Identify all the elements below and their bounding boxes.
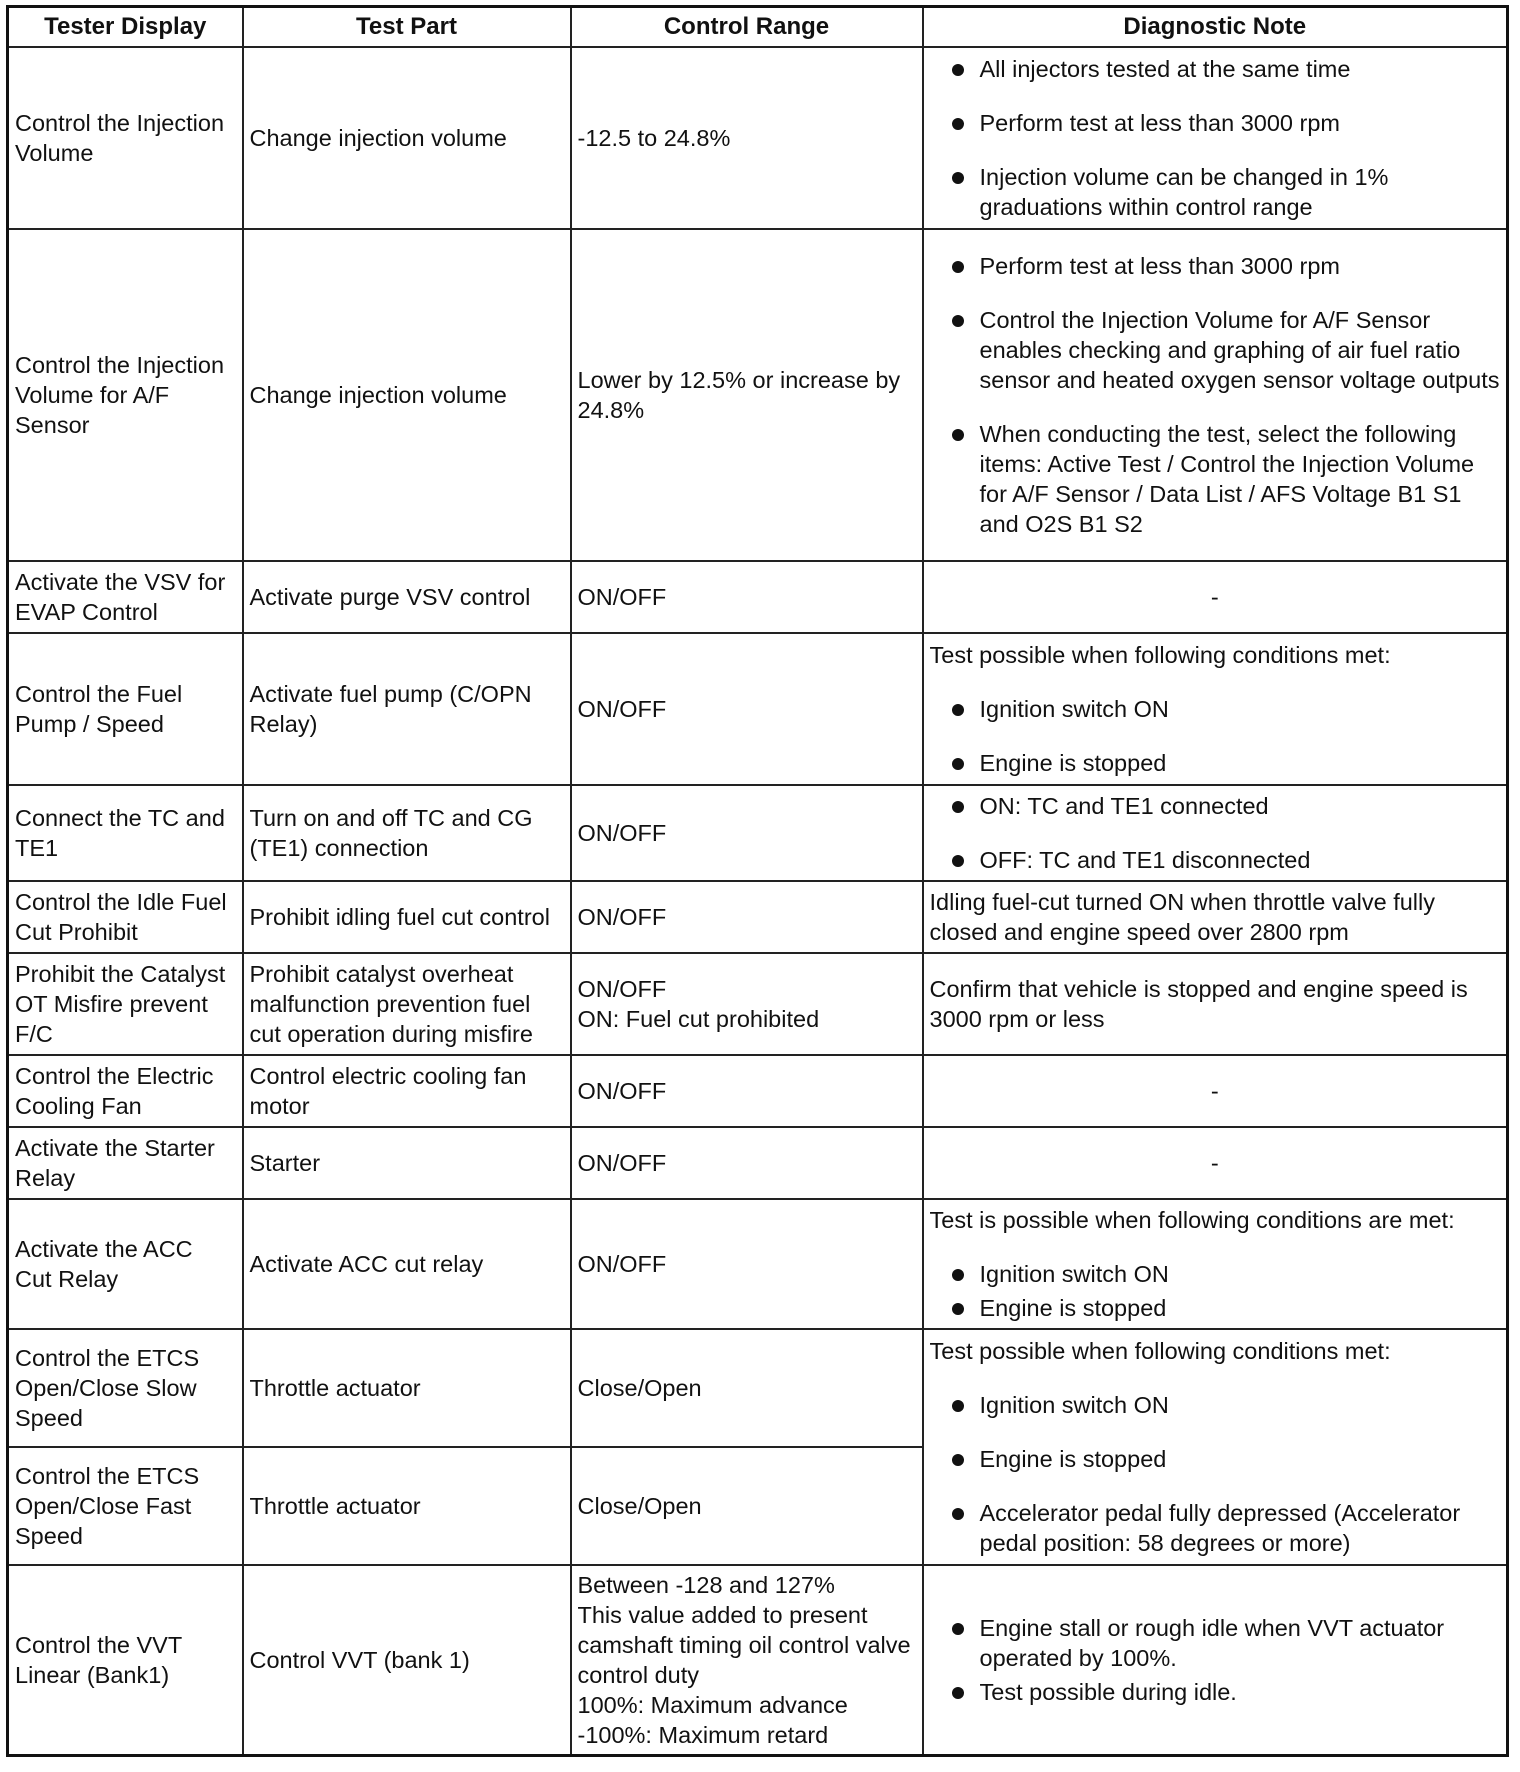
note-bullet: Engine is stopped [930, 1293, 1501, 1323]
test-part-cell: Activate purge VSV control [243, 561, 571, 633]
tester-display-cell: Control the ETCS Open/Close Fast Speed [8, 1447, 243, 1565]
control-range-cell: Close/Open [571, 1447, 923, 1565]
table-row [8, 229, 1508, 561]
diagnostic-note-cell [923, 1565, 1508, 1755]
table-row [8, 1199, 1508, 1329]
diagnostic-note-cell: Idling fuel-cut turned ON when throttle valve fully closed and engine speed over 2800 rpm [923, 881, 1508, 953]
diagnostic-note-cell [923, 229, 1508, 561]
header-row [8, 7, 1508, 48]
diagnostic-note-cell [923, 785, 1508, 881]
tester-display-cell: Activate the Starter Relay [8, 1127, 243, 1199]
tester-display-cell: Activate the VSV for EVAP Control [8, 561, 243, 633]
tester-display-cell: Control the Fuel Pump / Speed [8, 633, 243, 785]
test-part-cell: Throttle actuator [243, 1447, 571, 1565]
control-range-cell: ON/OFF [571, 633, 923, 785]
tester-display-cell: Control the VVT Linear (Bank1) [8, 1565, 243, 1755]
note-bullet: Control the Injection Volume for A/F Sensor enables checking and graphing of air fuel ratio sensor and heated oxygen sensor voltage outputs [930, 305, 1501, 395]
control-range-line: This value added to present camshaft timing oil control valve control duty [577, 1601, 911, 1688]
control-range-cell: -12.5 to 24.8% [571, 47, 923, 229]
control-range-cell: ON/OFF [571, 785, 923, 881]
note-bullet: When conducting the test, select the following items: Active Test / Control the Injection Volume for A/F Sensor / Data List / AFS Voltage B1 S1 and O2S B1 S2 [930, 419, 1501, 539]
control-range-cell: Lower by 12.5% or increase by 24.8% [571, 229, 923, 561]
diagnostic-note-cell [923, 47, 1508, 229]
tester-display-cell: Activate the ACC Cut Relay [8, 1199, 243, 1329]
tester-display-cell: Control the Injection Volume for A/F Sensor [8, 229, 243, 561]
test-part-cell: Activate ACC cut relay [243, 1199, 571, 1329]
note-bullet-list [930, 694, 1501, 778]
table-row [8, 47, 1508, 229]
diagnostic-note-cell: - [923, 561, 1508, 633]
note-intro: Test possible when following conditions met: [929, 642, 1391, 668]
test-part-cell: Turn on and off TC and CG (TE1) connection [243, 785, 571, 881]
note-bullet-list [930, 1390, 1501, 1558]
table-row [8, 1329, 1508, 1447]
note-bullet: Engine stall or rough idle when VVT actuator operated by 100%. [930, 1613, 1501, 1673]
control-range-line: ON/OFF [577, 976, 667, 1002]
diagnostic-note-cell: - [923, 1055, 1508, 1127]
table-row [8, 1055, 1508, 1127]
table-row [8, 953, 1508, 1055]
table-row [8, 1565, 1508, 1755]
note-bullet: All injectors tested at the same time [930, 54, 1501, 84]
note-bullet: Perform test at less than 3000 rpm [930, 251, 1501, 281]
test-part-cell: Activate fuel pump (C/OPN Relay) [243, 633, 571, 785]
note-bullet-list [930, 251, 1501, 539]
note-bullet: Accelerator pedal fully depressed (Accelerator pedal position: 58 degrees or more) [930, 1498, 1501, 1558]
tester-display-cell: Connect the TC and TE1 [8, 785, 243, 881]
control-range-cell: ON/OFF [571, 1199, 923, 1329]
note-bullet: Injection volume can be changed in 1% graduations within control range [930, 162, 1501, 222]
active-test-table-page [6, 5, 1506, 1757]
header-tester-display: Tester Display [8, 7, 243, 48]
test-part-cell: Throttle actuator [243, 1329, 571, 1447]
tester-display-cell: Control the Injection Volume [8, 47, 243, 229]
table-row [8, 881, 1508, 953]
table-row [8, 561, 1508, 633]
header-test-part: Test Part [243, 7, 571, 48]
note-bullet: Ignition switch ON [930, 1390, 1501, 1420]
control-range-cell: ON/OFF [571, 1127, 923, 1199]
note-bullet: Test possible during idle. [930, 1677, 1501, 1707]
note-bullet: Ignition switch ON [930, 1259, 1501, 1289]
test-part-cell: Prohibit idling fuel cut control [243, 881, 571, 953]
control-range-cell [571, 1565, 923, 1755]
test-part-cell: Change injection volume [243, 47, 571, 229]
note-bullet: Engine is stopped [930, 748, 1501, 778]
note-bullet-list [930, 1613, 1501, 1707]
control-range-line: 100%: Maximum advance [577, 1691, 848, 1718]
control-range-line: -100%: Maximum retard [577, 1721, 829, 1748]
note-bullet-list [930, 54, 1501, 222]
control-range-cell: Close/Open [571, 1329, 923, 1447]
table-row [8, 633, 1508, 785]
note-bullet-list [930, 791, 1501, 875]
note-bullet: OFF: TC and TE1 disconnected [930, 845, 1501, 875]
diagnostic-note-cell [923, 1329, 1508, 1565]
header-diagnostic-note: Diagnostic Note [923, 7, 1508, 48]
control-range-line: ON: Fuel cut prohibited [577, 1006, 820, 1032]
table-row [8, 1127, 1508, 1199]
note-intro: Test possible when following conditions met: [929, 1338, 1391, 1364]
control-range-line: Between -128 and 127% [577, 1571, 835, 1598]
table-row [8, 785, 1508, 881]
note-bullet: Perform test at less than 3000 rpm [930, 108, 1501, 138]
note-bullet: ON: TC and TE1 connected [930, 791, 1501, 821]
note-bullet-list [930, 1259, 1501, 1323]
header-control-range: Control Range [571, 7, 923, 48]
test-part-cell: Change injection volume [243, 229, 571, 561]
test-part-cell: Control VVT (bank 1) [243, 1565, 571, 1755]
tester-display-cell: Prohibit the Catalyst OT Misfire prevent F/C [8, 953, 243, 1055]
control-range-cell: ON/OFF [571, 1055, 923, 1127]
diagnostic-note-cell: Confirm that vehicle is stopped and engine speed is 3000 rpm or less [923, 953, 1508, 1055]
test-part-cell: Starter [243, 1127, 571, 1199]
diagnostic-note-cell [923, 633, 1508, 785]
note-bullet: Ignition switch ON [930, 694, 1501, 724]
diagnostic-note-cell [923, 1199, 1508, 1329]
tester-display-cell: Control the Idle Fuel Cut Prohibit [8, 881, 243, 953]
control-range-cell: ON/OFF [571, 881, 923, 953]
note-bullet: Engine is stopped [930, 1444, 1501, 1474]
control-range-cell [571, 953, 923, 1055]
test-part-cell: Control electric cooling fan motor [243, 1055, 571, 1127]
active-test-table [6, 5, 1509, 1757]
note-intro: Test is possible when following conditions are met: [929, 1207, 1455, 1233]
diagnostic-note-cell: - [923, 1127, 1508, 1199]
test-part-cell: Prohibit catalyst overheat malfunction prevention fuel cut operation during misfire [243, 953, 571, 1055]
control-range-cell: ON/OFF [571, 561, 923, 633]
tester-display-cell: Control the Electric Cooling Fan [8, 1055, 243, 1127]
tester-display-cell: Control the ETCS Open/Close Slow Speed [8, 1329, 243, 1447]
